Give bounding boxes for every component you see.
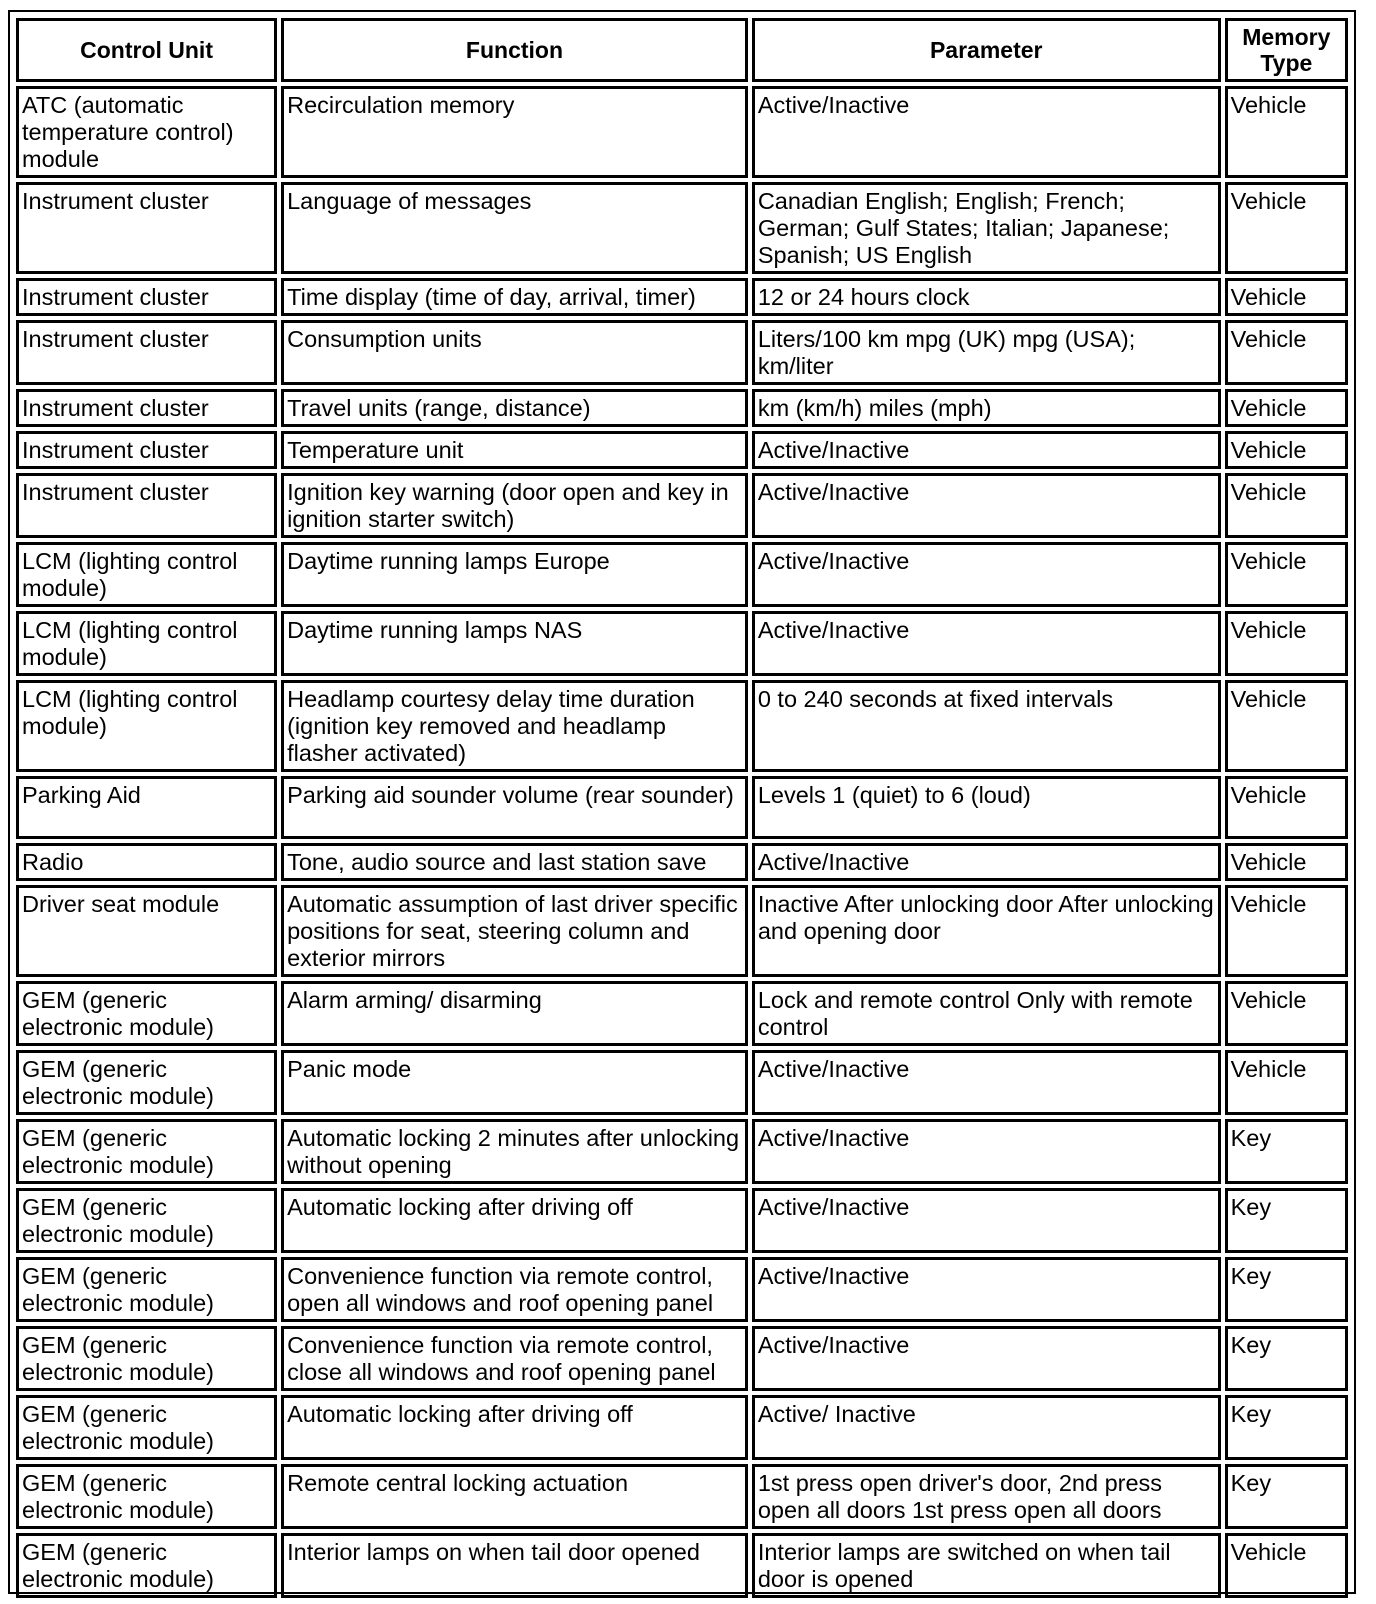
cell-function: Remote central locking actuation (281, 1464, 748, 1529)
table-row (16, 278, 1348, 316)
cell-function: Consumption units (281, 320, 748, 385)
cell-function: Recirculation memory (281, 86, 748, 178)
cell-function: Automatic locking after driving off (281, 1188, 748, 1253)
cell-memory-type: Key (1225, 1326, 1348, 1391)
cell-memory-type: Vehicle (1225, 843, 1348, 881)
cell-function: Daytime running lamps Europe (281, 542, 748, 607)
table-row (16, 86, 1348, 178)
cell-parameter: Active/Inactive (752, 1188, 1221, 1253)
cell-control-unit: GEM (generic electronic module) (16, 1326, 277, 1391)
cell-parameter: Active/Inactive (752, 611, 1221, 676)
cell-control-unit: Instrument cluster (16, 182, 277, 274)
cell-control-unit: Driver seat module (16, 885, 277, 977)
table-row (16, 1188, 1348, 1253)
cell-parameter: Active/Inactive (752, 431, 1221, 469)
cell-function: Convenience function via remote control, open all windows and roof opening panel (281, 1257, 748, 1322)
cell-function: Convenience function via remote control, close all windows and roof opening panel (281, 1326, 748, 1391)
cell-parameter: Canadian English; English; French; German; Gulf States; Italian; Japanese; Spanish; US English (752, 182, 1221, 274)
cell-function: Panic mode (281, 1050, 748, 1115)
cell-control-unit: GEM (generic electronic module) (16, 1395, 277, 1460)
cell-memory-type: Vehicle (1225, 680, 1348, 772)
cell-memory-type: Vehicle (1225, 611, 1348, 676)
table-row (16, 1533, 1348, 1598)
cell-control-unit: ATC (automatic temperature control) module (16, 86, 277, 178)
cell-memory-type: Vehicle (1225, 981, 1348, 1046)
header-function: Function (281, 18, 748, 82)
cell-parameter: km (km/h) miles (mph) (752, 389, 1221, 427)
cell-memory-type: Vehicle (1225, 182, 1348, 274)
table-row (16, 776, 1348, 839)
cell-parameter: Lock and remote control Only with remote control (752, 981, 1221, 1046)
cell-parameter: Active/Inactive (752, 1257, 1221, 1322)
cell-function: Parking aid sounder volume (rear sounder) (281, 776, 748, 839)
cell-memory-type: Vehicle (1225, 885, 1348, 977)
table-row (16, 389, 1348, 427)
cell-control-unit: GEM (generic electronic module) (16, 1257, 277, 1322)
cell-control-unit: Instrument cluster (16, 320, 277, 385)
table-row (16, 843, 1348, 881)
table-row (16, 1464, 1348, 1529)
cell-memory-type: Vehicle (1225, 389, 1348, 427)
table-row (16, 473, 1348, 538)
cell-function: Time display (time of day, arrival, timer) (281, 278, 748, 316)
table-row (16, 431, 1348, 469)
cell-memory-type: Vehicle (1225, 431, 1348, 469)
cell-parameter: Inactive After unlocking door After unlocking and opening door (752, 885, 1221, 977)
cell-function: Automatic locking after driving off (281, 1395, 748, 1460)
cell-function: Temperature unit (281, 431, 748, 469)
cell-memory-type: Vehicle (1225, 1533, 1348, 1598)
table-row (16, 1326, 1348, 1391)
header-memory-type: Memory Type (1225, 18, 1348, 82)
cell-function: Automatic locking 2 minutes after unlocking without opening (281, 1119, 748, 1184)
table-row (16, 182, 1348, 274)
table-row (16, 1257, 1348, 1322)
cell-parameter: Active/Inactive (752, 1326, 1221, 1391)
cell-control-unit: Radio (16, 843, 277, 881)
cell-control-unit: Instrument cluster (16, 278, 277, 316)
header-control-unit: Control Unit (16, 18, 277, 82)
table-row (16, 320, 1348, 385)
cell-memory-type: Vehicle (1225, 320, 1348, 385)
cell-memory-type: Key (1225, 1188, 1348, 1253)
table-row (16, 542, 1348, 607)
table-row (16, 885, 1348, 977)
table-row (16, 981, 1348, 1046)
cell-parameter: Active/Inactive (752, 86, 1221, 178)
cell-control-unit: GEM (generic electronic module) (16, 1464, 277, 1529)
header-row (16, 18, 1348, 82)
memory-settings-table (12, 14, 1352, 1602)
cell-memory-type: Vehicle (1225, 278, 1348, 316)
cell-parameter: 1st press open driver's door, 2nd press open all doors 1st press open all doors (752, 1464, 1221, 1529)
cell-parameter: Active/Inactive (752, 542, 1221, 607)
cell-memory-type: Vehicle (1225, 776, 1348, 839)
table-row (16, 1395, 1348, 1460)
cell-parameter: Levels 1 (quiet) to 6 (loud) (752, 776, 1221, 839)
table-row (16, 611, 1348, 676)
cell-control-unit: GEM (generic electronic module) (16, 1188, 277, 1253)
cell-control-unit: LCM (lighting control module) (16, 680, 277, 772)
cell-function: Language of messages (281, 182, 748, 274)
cell-control-unit: LCM (lighting control module) (16, 611, 277, 676)
cell-control-unit: Instrument cluster (16, 389, 277, 427)
cell-control-unit: Parking Aid (16, 776, 277, 839)
cell-memory-type: Key (1225, 1257, 1348, 1322)
cell-control-unit: GEM (generic electronic module) (16, 1119, 277, 1184)
cell-function: Tone, audio source and last station save (281, 843, 748, 881)
cell-control-unit: LCM (lighting control module) (16, 542, 277, 607)
cell-parameter: Interior lamps are switched on when tail door is opened (752, 1533, 1221, 1598)
cell-parameter: Active/Inactive (752, 1119, 1221, 1184)
cell-memory-type: Key (1225, 1395, 1348, 1460)
cell-function: Daytime running lamps NAS (281, 611, 748, 676)
cell-function: Ignition key warning (door open and key in ignition starter switch) (281, 473, 748, 538)
cell-parameter: Active/Inactive (752, 1050, 1221, 1115)
cell-function: Headlamp courtesy delay time duration (ignition key removed and headlamp flasher activated) (281, 680, 748, 772)
cell-function: Travel units (range, distance) (281, 389, 748, 427)
table-row (16, 1119, 1348, 1184)
cell-control-unit: Instrument cluster (16, 473, 277, 538)
cell-function: Automatic assumption of last driver specific positions for seat, steering column and exterior mirrors (281, 885, 748, 977)
cell-parameter: Active/Inactive (752, 843, 1221, 881)
cell-memory-type: Vehicle (1225, 1050, 1348, 1115)
header-parameter: Parameter (752, 18, 1221, 82)
cell-parameter: 0 to 240 seconds at fixed intervals (752, 680, 1221, 772)
cell-function: Alarm arming/ disarming (281, 981, 748, 1046)
table-row (16, 680, 1348, 772)
cell-parameter: Active/ Inactive (752, 1395, 1221, 1460)
cell-control-unit: GEM (generic electronic module) (16, 981, 277, 1046)
cell-memory-type: Vehicle (1225, 473, 1348, 538)
cell-parameter: 12 or 24 hours clock (752, 278, 1221, 316)
cell-function: Interior lamps on when tail door opened (281, 1533, 748, 1598)
cell-control-unit: GEM (generic electronic module) (16, 1533, 277, 1598)
cell-memory-type: Vehicle (1225, 542, 1348, 607)
table-body (16, 86, 1348, 1598)
table-row (16, 1050, 1348, 1115)
table-header (16, 18, 1348, 82)
cell-memory-type: Vehicle (1225, 86, 1348, 178)
cell-control-unit: Instrument cluster (16, 431, 277, 469)
cell-parameter: Liters/100 km mpg (UK) mpg (USA); km/liter (752, 320, 1221, 385)
cell-memory-type: Key (1225, 1464, 1348, 1529)
cell-parameter: Active/Inactive (752, 473, 1221, 538)
cell-memory-type: Key (1225, 1119, 1348, 1184)
cell-control-unit: GEM (generic electronic module) (16, 1050, 277, 1115)
